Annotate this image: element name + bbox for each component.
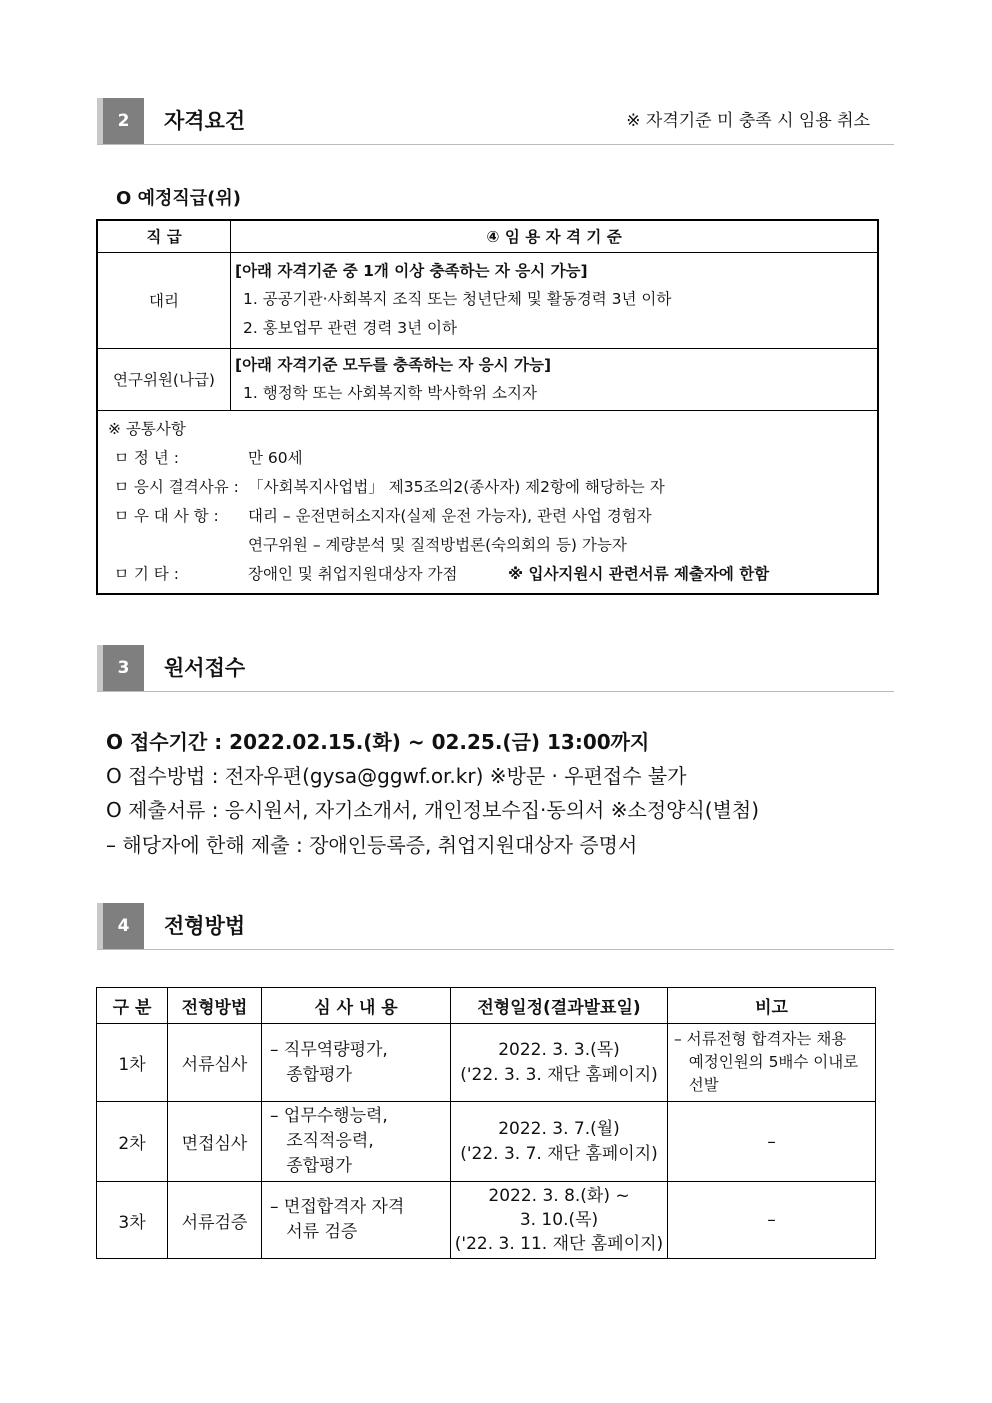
table-row [97, 1024, 876, 1102]
method-cell: 서류심사 [168, 1024, 262, 1102]
header-content: 심 사 내 용 [262, 988, 451, 1024]
table-row [97, 1182, 876, 1259]
content-line: – 직무역량평가, [270, 1039, 388, 1060]
schedule-line: ('22. 3. 3. 재단 홈페이지) [460, 1064, 658, 1085]
pref-value-2: 연구위원 – 계량분석 및 질적방법론(숙의회의 등) 가능자 [248, 535, 627, 554]
content-line: 종합평가 [270, 1064, 352, 1085]
criteria-cell [231, 348, 879, 410]
common-title: ※ 공통사항 [108, 419, 186, 438]
schedule-line: ('22. 3. 7. 재단 홈페이지) [460, 1143, 658, 1164]
section-4-number: 4 [97, 903, 144, 949]
note-cell: – [668, 1102, 876, 1182]
stage-cell: 3차 [97, 1182, 168, 1259]
table-row [97, 348, 878, 410]
section-2-note: ※ 자격기준 미 충족 시 임용 취소 [626, 111, 870, 131]
stage-cell: 2차 [97, 1102, 168, 1182]
pref-label: ㅁ 우 대 사 항 : [114, 506, 219, 525]
common-etc [108, 560, 867, 589]
etc-value: 장애인 및 취업지원대상자 가점 [248, 564, 458, 583]
common-preference-2 [108, 531, 867, 560]
criteria-item: 2. 홍보업무 관련 경력 3년 이하 [243, 319, 457, 337]
content-line: 종합평가 [270, 1156, 352, 1176]
section-4-header [97, 903, 894, 950]
schedule-line: 2022. 3. 3.(목) [498, 1039, 620, 1060]
content-line: 조직적응력, [270, 1131, 374, 1151]
table-header-row [97, 988, 876, 1024]
conditional-documents: – 해당자에 한해 제출 : 장애인등록증, 취업지원대상자 증명서 [106, 833, 638, 857]
header-note: 비고 [668, 988, 876, 1024]
note-line: 선발 [674, 1076, 719, 1094]
common-cell [97, 410, 878, 594]
note-line: – 서류전형 합격자는 채용 [674, 1030, 847, 1048]
header-stage: 구 분 [97, 988, 168, 1024]
subheading-grade: O 예정직급(위) [116, 188, 241, 209]
criteria-item: 1. 공공기관·사회복지 조직 또는 청년단체 및 활동경력 3년 이하 [243, 290, 672, 308]
note-line: 예정인원의 5배수 이내로 [674, 1053, 859, 1071]
schedule-line: 2022. 3. 7.(월) [498, 1118, 620, 1139]
etc-label: ㅁ 기 타 : [114, 564, 179, 583]
content-cell [262, 1024, 451, 1102]
section-2-header [97, 98, 894, 145]
header-criteria: ④ 임 용 자 격 기 준 [231, 220, 879, 252]
common-row [97, 410, 878, 594]
table-row [97, 252, 878, 348]
disq-label: ㅁ 응시 결격사유 : [114, 477, 239, 496]
table-header-row [97, 220, 878, 252]
disq-value: 「사회복지사업법」 제35조의2(종사자) 제2항에 해당하는 자 [248, 477, 665, 496]
grade-cell: 대리 [97, 252, 231, 348]
qualification-table [96, 219, 879, 595]
criteria-title: [아래 자격기준 모두를 충족하는 자 응시 가능] [235, 356, 552, 374]
application-method: O 접수방법 : 전자우편(gysa@ggwf.or.kr) ※방문 · 우편접수 불가 [106, 764, 687, 788]
method-cell: 서류검증 [168, 1182, 262, 1259]
content-cell [262, 1102, 451, 1182]
header-grade: 직 급 [97, 220, 231, 252]
section-2-title: 자격요건 [164, 109, 246, 133]
stage-cell: 1차 [97, 1024, 168, 1102]
etc-note: ※ 입사지원시 관련서류 제출자에 한함 [508, 564, 770, 583]
content-line: 서류 검증 [270, 1222, 358, 1242]
section-3-title: 원서접수 [164, 656, 246, 680]
common-age [108, 444, 867, 473]
criteria-cell [231, 252, 879, 348]
note-cell [668, 1024, 876, 1102]
section-4-title: 전형방법 [164, 914, 246, 938]
selection-table [96, 987, 876, 1259]
schedule-line: 3. 10.(목) [519, 1210, 599, 1230]
schedule-cell [451, 1024, 668, 1102]
age-label: ㅁ 정 년 : [114, 448, 179, 467]
header-schedule: 전형일정(결과발표일) [451, 988, 668, 1024]
section-2-number: 2 [97, 98, 144, 144]
application-period: O 접수기간 : 2022.02.15.(화) ~ 02.25.(금) 13:00까지 [106, 730, 650, 754]
section-3-number: 3 [97, 645, 144, 691]
content-line: – 면접합격자 자격 [270, 1197, 405, 1217]
grade-cell: 연구위원(나급) [97, 348, 231, 410]
schedule-line: ('22. 3. 11. 재단 홈페이지) [454, 1234, 664, 1254]
pref-value-1: 대리 – 운전면허소지자(실제 운전 가능자), 관련 사업 경험자 [248, 506, 652, 525]
note-cell: – [668, 1182, 876, 1259]
header-method: 전형방법 [168, 988, 262, 1024]
criteria-item: 1. 행정학 또는 사회복지학 박사학위 소지자 [243, 384, 537, 402]
common-disqualification [108, 473, 867, 502]
method-cell: 면접심사 [168, 1102, 262, 1182]
schedule-line: 2022. 3. 8.(화) ~ [488, 1186, 630, 1206]
content-cell [262, 1182, 451, 1259]
schedule-cell [451, 1102, 668, 1182]
common-preference [108, 502, 867, 531]
section-3-header [97, 645, 894, 692]
table-row [97, 1102, 876, 1182]
criteria-title: [아래 자격기준 중 1개 이상 충족하는 자 응시 가능] [235, 262, 588, 280]
content-line: – 업무수행능력, [270, 1106, 388, 1126]
age-value: 만 60세 [248, 448, 303, 467]
submission-documents: O 제출서류 : 응시원서, 자기소개서, 개인정보수집·동의서 ※소정양식(별첨) [106, 798, 760, 822]
schedule-cell [451, 1182, 668, 1259]
